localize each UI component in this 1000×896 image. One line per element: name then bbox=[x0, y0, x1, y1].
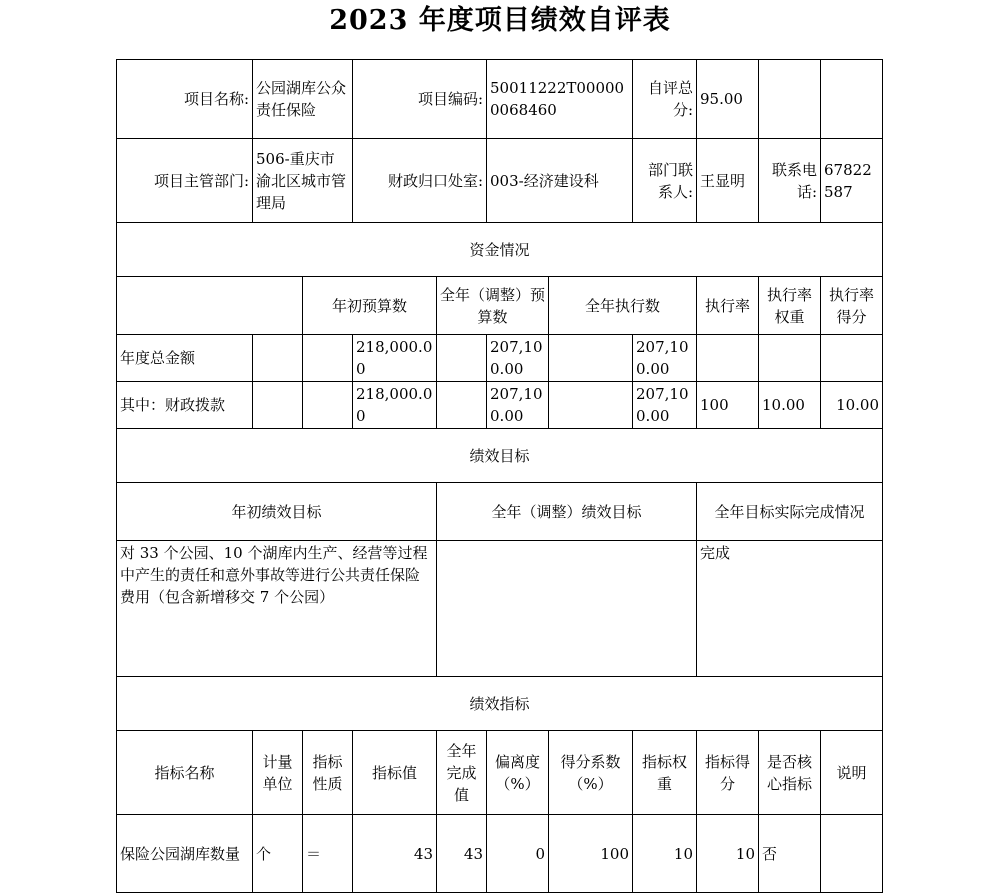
funds-rate-value: 100 bbox=[697, 382, 759, 429]
info-row-2 bbox=[117, 139, 883, 223]
goals-section-title: 绩效目标 bbox=[117, 429, 883, 483]
phone-label: 联系电话: bbox=[759, 139, 821, 223]
goals-actual-text: 完成 bbox=[697, 541, 883, 677]
ind-coef: 100 bbox=[549, 815, 633, 893]
funds-executed-value: 207,100.00 bbox=[633, 335, 697, 382]
ind-core: 否 bbox=[759, 815, 821, 893]
funds-header-rate: 执行率 bbox=[697, 277, 759, 335]
ind-weight: 10 bbox=[633, 815, 697, 893]
goals-header-adjusted: 全年（调整）绩效目标 bbox=[437, 483, 697, 541]
empty-cell bbox=[759, 60, 821, 139]
goals-header-actual: 全年目标实际完成情况 bbox=[697, 483, 883, 541]
indicators-section-row bbox=[117, 677, 883, 731]
empty-cell bbox=[303, 335, 353, 382]
funds-weight-value: 10.00 bbox=[759, 382, 821, 429]
funds-header-executed: 全年执行数 bbox=[549, 277, 697, 335]
funds-row-fiscal bbox=[117, 382, 883, 429]
ind-header-score: 指标得分 bbox=[697, 731, 759, 815]
ind-deviation: 0 bbox=[487, 815, 549, 893]
funds-score-value bbox=[821, 335, 883, 382]
ind-unit: 个 bbox=[253, 815, 303, 893]
empty-cell bbox=[437, 382, 487, 429]
goals-content-row bbox=[117, 541, 883, 677]
project-code-value: 50011222T000000068460 bbox=[487, 60, 633, 139]
ind-actual: 43 bbox=[437, 815, 487, 893]
indicator-row bbox=[117, 815, 883, 893]
goals-section-row bbox=[117, 429, 883, 483]
funds-header-row bbox=[117, 277, 883, 335]
info-row-1 bbox=[117, 60, 883, 139]
phone-value: 67822587 bbox=[821, 139, 883, 223]
ind-header-name: 指标名称 bbox=[117, 731, 253, 815]
funds-weight-value bbox=[759, 335, 821, 382]
funds-header-budget: 年初预算数 bbox=[303, 277, 437, 335]
score-label: 自评总分: bbox=[633, 60, 697, 139]
ind-nature: ＝ bbox=[303, 815, 353, 893]
funds-score-value: 10.00 bbox=[821, 382, 883, 429]
funds-rate-value bbox=[697, 335, 759, 382]
ind-header-actual: 全年完成值 bbox=[437, 731, 487, 815]
ind-header-coef: 得分系数（%） bbox=[549, 731, 633, 815]
evaluation-table bbox=[116, 59, 883, 893]
ind-note bbox=[821, 815, 883, 893]
finance-value: 003-经济建设科 bbox=[487, 139, 633, 223]
empty-cell bbox=[821, 60, 883, 139]
ind-target: 43 bbox=[353, 815, 437, 893]
project-code-label: 项目编码: bbox=[353, 60, 487, 139]
funds-executed-value: 207,100.00 bbox=[633, 382, 697, 429]
empty-cell bbox=[549, 382, 633, 429]
empty-cell bbox=[437, 335, 487, 382]
contact-label: 部门联系人: bbox=[633, 139, 697, 223]
empty-cell bbox=[253, 382, 303, 429]
ind-header-note: 说明 bbox=[821, 731, 883, 815]
ind-header-weight: 指标权重 bbox=[633, 731, 697, 815]
funds-budget-value: 218,000.00 bbox=[353, 335, 437, 382]
indicators-header-row bbox=[117, 731, 883, 815]
ind-header-target: 指标值 bbox=[353, 731, 437, 815]
funds-adjusted-value: 207,100.00 bbox=[487, 382, 549, 429]
ind-header-deviation: 偏离度（%） bbox=[487, 731, 549, 815]
funds-section-row bbox=[117, 223, 883, 277]
funds-section-title: 资金情况 bbox=[117, 223, 883, 277]
dept-label: 项目主管部门: bbox=[117, 139, 253, 223]
page-title: 2023 年度项目绩效自评表 bbox=[329, 5, 671, 36]
ind-header-nature: 指标性质 bbox=[303, 731, 353, 815]
ind-header-core: 是否核心指标 bbox=[759, 731, 821, 815]
funds-budget-value: 218,000.00 bbox=[353, 382, 437, 429]
empty-cell bbox=[253, 335, 303, 382]
ind-score: 10 bbox=[697, 815, 759, 893]
indicators-section-title: 绩效指标 bbox=[117, 677, 883, 731]
finance-label: 财政归口处室: bbox=[353, 139, 487, 223]
goals-header-row bbox=[117, 483, 883, 541]
funds-header-adjusted: 全年（调整）预算数 bbox=[437, 277, 549, 335]
funds-row-label: 其中：财政拨款 bbox=[117, 382, 253, 429]
goals-header-initial: 年初绩效目标 bbox=[117, 483, 437, 541]
empty-cell bbox=[549, 335, 633, 382]
goals-adjusted-text bbox=[437, 541, 697, 677]
contact-value: 王显明 bbox=[697, 139, 759, 223]
project-name-value: 公园湖库公众责任保险 bbox=[253, 60, 353, 139]
score-value: 95.00 bbox=[697, 60, 759, 139]
funds-adjusted-value: 207,100.00 bbox=[487, 335, 549, 382]
goals-initial-text: 对 33 个公园、10 个湖库内生产、经营等过程中产生的责任和意外事故等进行公共责任保险费用（包含新增移交 7 个公园） bbox=[117, 541, 437, 677]
funds-header-weight: 执行率权重 bbox=[759, 277, 821, 335]
empty-cell bbox=[303, 382, 353, 429]
funds-row-label: 年度总金额 bbox=[117, 335, 253, 382]
funds-header-score: 执行率得分 bbox=[821, 277, 883, 335]
dept-value: 506-重庆市渝北区城市管理局 bbox=[253, 139, 353, 223]
empty-cell bbox=[117, 277, 303, 335]
project-name-label: 项目名称: bbox=[117, 60, 253, 139]
ind-header-unit: 计量单位 bbox=[253, 731, 303, 815]
ind-name: 保险公园湖库数量 bbox=[117, 815, 253, 893]
funds-row-total bbox=[117, 335, 883, 382]
